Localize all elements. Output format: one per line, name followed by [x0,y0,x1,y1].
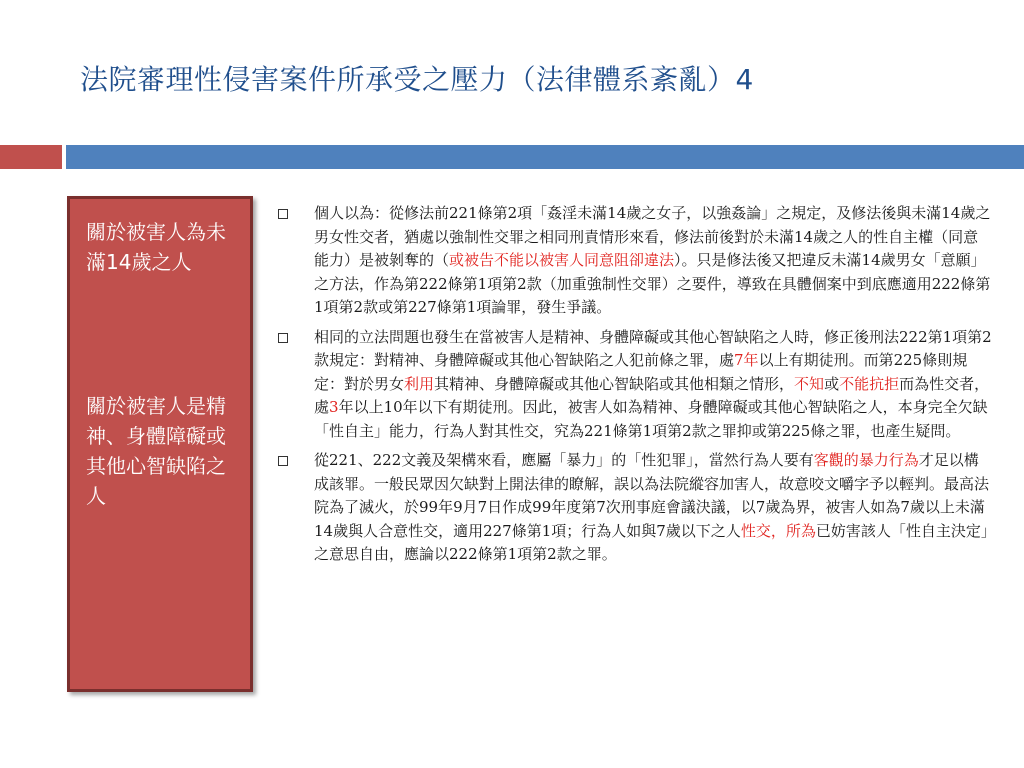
text-run: 個人以為：從修法前221條第2項「姦淫未滿14歲之女子，以強姦論」之規定，及修法後與未滿14歲之男女性交者，猶處以強制性交罪之相同刑責情形來看，修法前後對於未滿14歲之人的性自主權（同意能力）是被剝奪的（ [314,204,991,269]
text-run: 年以上10年以下有期徒刑。因此，被害人如為精神、身體障礙或其他心智缺陷之人，本身完全欠缺「性自主」能力，行為人對其性交，究為221條第1項第2款之罪抑或第225條之罪，也產生疑問。 [314,398,988,440]
list-item [272,326,992,444]
accent-bar-red [0,145,62,169]
bullet-paragraph-1 [314,202,992,320]
highlight-text: 或被告不能以被害人同意阻卻違法 [449,251,675,269]
highlight-text: 7年 [734,351,759,369]
slide-title: 法院審理性侵害案件所承受之壓力（法律體系紊亂）4 [80,63,754,96]
text-run: 才足以構成該罪。一般民眾因欠缺對上開法律的瞭解，誤以為法院縱容加害人，故意咬文嚼字予以輕判。最高法院為了滅火，於99年9月7日作成99年度第7次刑事庭會議決議，以7歲為界，被害人如為7歲以上未滿14歲與人合意性交，適用227條第1項；行為人如與7歲以下之人 [314,451,990,540]
hollow-square-bullet-icon [278,333,288,343]
text-run: 相同的立法問題也發生在當被害人是精神、身體障礙或其他心智缺陷之人時，修正後刑法222第1項第2款規定：對精神、身體障礙或其他心智缺陷之人犯前條之罪，處 [314,327,992,369]
sidebar-label-disability: 關於被害人是精神、身體障礙或其他心智缺陷之人 [86,394,226,508]
sidebar-panel [67,196,253,692]
highlight-text: 客觀的暴力行為 [813,451,919,469]
highlight-text: 性交，所為 [740,521,816,540]
list-item [272,202,992,320]
text-run: 以上有期徒刑。而第225條則規定：對於男女 [314,351,968,393]
hollow-square-bullet-icon [278,456,288,466]
sidebar-label-under-14: 關於被害人為未滿14歲之人 [86,220,226,274]
text-run: ）。只是修法後又把違反未滿14歲男女「意願」之方法，作為第222條第1項第2款（加重強制性交罪）之要件，導致在具體個案中到底應適用222條第1項第2款或第227條第1項論罪，發生爭議。 [314,251,991,316]
text-run: 從221、222文義及架構來看，應屬「暴力」的「性犯罪」，當然行為人要有 [314,451,814,469]
text-run: 其精神、身體障礙或其他心智缺陷或其他相類之情形， [434,374,795,393]
highlight-text: 不能抗拒 [839,374,900,393]
bullet-paragraph-3 [314,449,992,567]
hollow-square-bullet-icon [278,209,288,219]
text-run: 或 [824,374,840,393]
highlight-text: 不知 [794,374,825,393]
bullet-paragraph-2 [314,326,992,444]
highlight-text: 利用 [404,374,435,393]
highlight-text: 3 [329,398,339,416]
text-run: 已妨害該人「性自主決定」之意思自由，應論以222條第1項第2款之罪。 [314,521,989,563]
list-item [272,449,992,567]
text-run: 而為性交者，處 [314,374,990,416]
accent-bar-blue [66,145,1024,169]
content-list [272,202,992,573]
